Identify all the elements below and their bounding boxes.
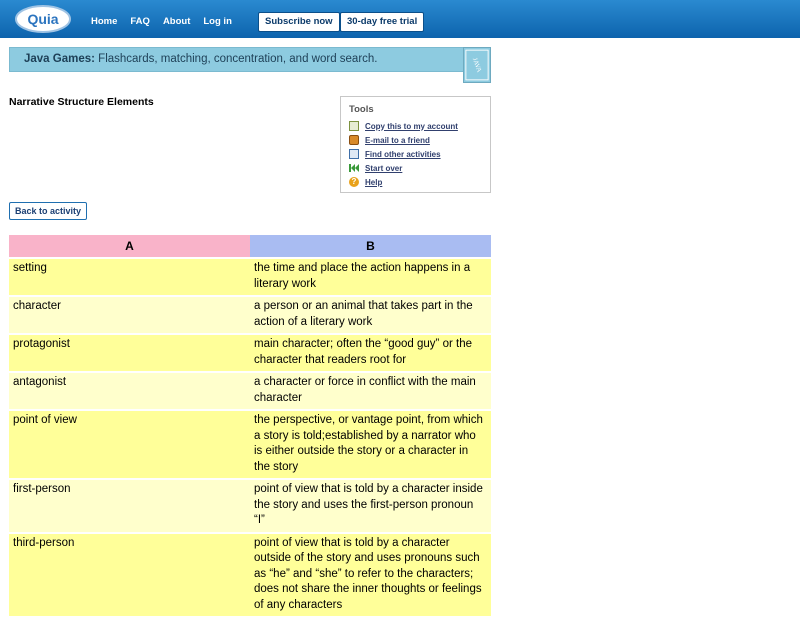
back-to-activity-button[interactable]: Back to activity (9, 202, 87, 220)
help-icon: ? (349, 177, 359, 187)
nav-login-link[interactable]: Log in (203, 16, 232, 27)
tool-start-over-label[interactable]: Start over (365, 163, 403, 173)
tool-email[interactable] (349, 134, 430, 146)
email-icon (349, 135, 359, 145)
table-row (9, 297, 491, 333)
definition-cell: a person or an animal that takes part in the action of a literary work (250, 297, 491, 333)
table-header-row (9, 235, 491, 257)
banner-description: Flashcards, matching, concentration, and word search. (94, 53, 378, 65)
term-cell: protagonist (9, 335, 250, 371)
quia-logo[interactable] (14, 3, 72, 35)
nav-faq-link[interactable]: FAQ (130, 16, 150, 27)
nav-home-link[interactable]: Home (91, 16, 118, 27)
term-cell: point of view (9, 411, 250, 478)
table-row (9, 411, 491, 478)
free-trial-button[interactable]: 30-day free trial (340, 12, 424, 32)
definition-cell: a character or force in conflict with the main character (250, 373, 491, 409)
tool-start-over[interactable] (349, 162, 402, 174)
banner-bold-text: Java Games: (24, 53, 95, 65)
definition-cell: main character; often the “good guy” or the character that readers root for (250, 335, 491, 371)
table-row (9, 373, 491, 409)
definition-cell: the perspective, or vantage point, from which a story is told;established by a narrator who is either outside the story or a character in the story (250, 411, 491, 478)
nav-about-link[interactable]: About (162, 16, 191, 27)
definition-cell: the time and place the action happens in a literary work (250, 259, 491, 295)
page-title: Narrative Structure Elements (9, 96, 154, 108)
find-icon (349, 149, 359, 159)
copy-icon (349, 121, 359, 131)
java-badge-text: JAVA (470, 56, 483, 74)
table-row (9, 480, 491, 532)
tool-email-label[interactable]: E-mail to a friend (365, 135, 430, 145)
banner-text (24, 53, 378, 65)
subscribe-button[interactable]: Subscribe now (258, 12, 340, 32)
logo-text: Quia (27, 11, 59, 27)
tool-help-label[interactable]: Help (365, 177, 383, 187)
column-a-header: A (9, 235, 250, 257)
tools-panel (340, 96, 491, 193)
term-cell: setting (9, 259, 250, 295)
column-b-header: B (250, 235, 491, 257)
top-nav-bar (0, 0, 800, 38)
main-nav (91, 16, 245, 27)
start-over-icon (349, 163, 359, 173)
table-row (9, 335, 491, 371)
table-row (9, 534, 491, 617)
definition-cell: point of view that is told by a character outside of the story and uses pronouns such as “he” and “she” to refer to the characters; does not share the inner thoughts or feelings of any characters (250, 534, 491, 617)
java-games-banner[interactable] (9, 47, 491, 72)
definition-cell: point of view that is told by a character inside the story and uses the first-person pronoun “I” (250, 480, 491, 532)
term-cell: character (9, 297, 250, 333)
tool-find[interactable] (349, 148, 441, 160)
java-badge-icon[interactable] (463, 47, 491, 83)
tool-copy-label[interactable]: Copy this to my account (365, 121, 458, 131)
term-cell: third-person (9, 534, 250, 617)
table-row (9, 259, 491, 295)
terms-table (9, 233, 491, 618)
tool-help[interactable] (349, 176, 382, 188)
tool-copy[interactable] (349, 120, 458, 132)
term-cell: first-person (9, 480, 250, 532)
tools-title: Tools (349, 104, 374, 115)
tool-find-label[interactable]: Find other activities (365, 149, 441, 159)
term-cell: antagonist (9, 373, 250, 409)
